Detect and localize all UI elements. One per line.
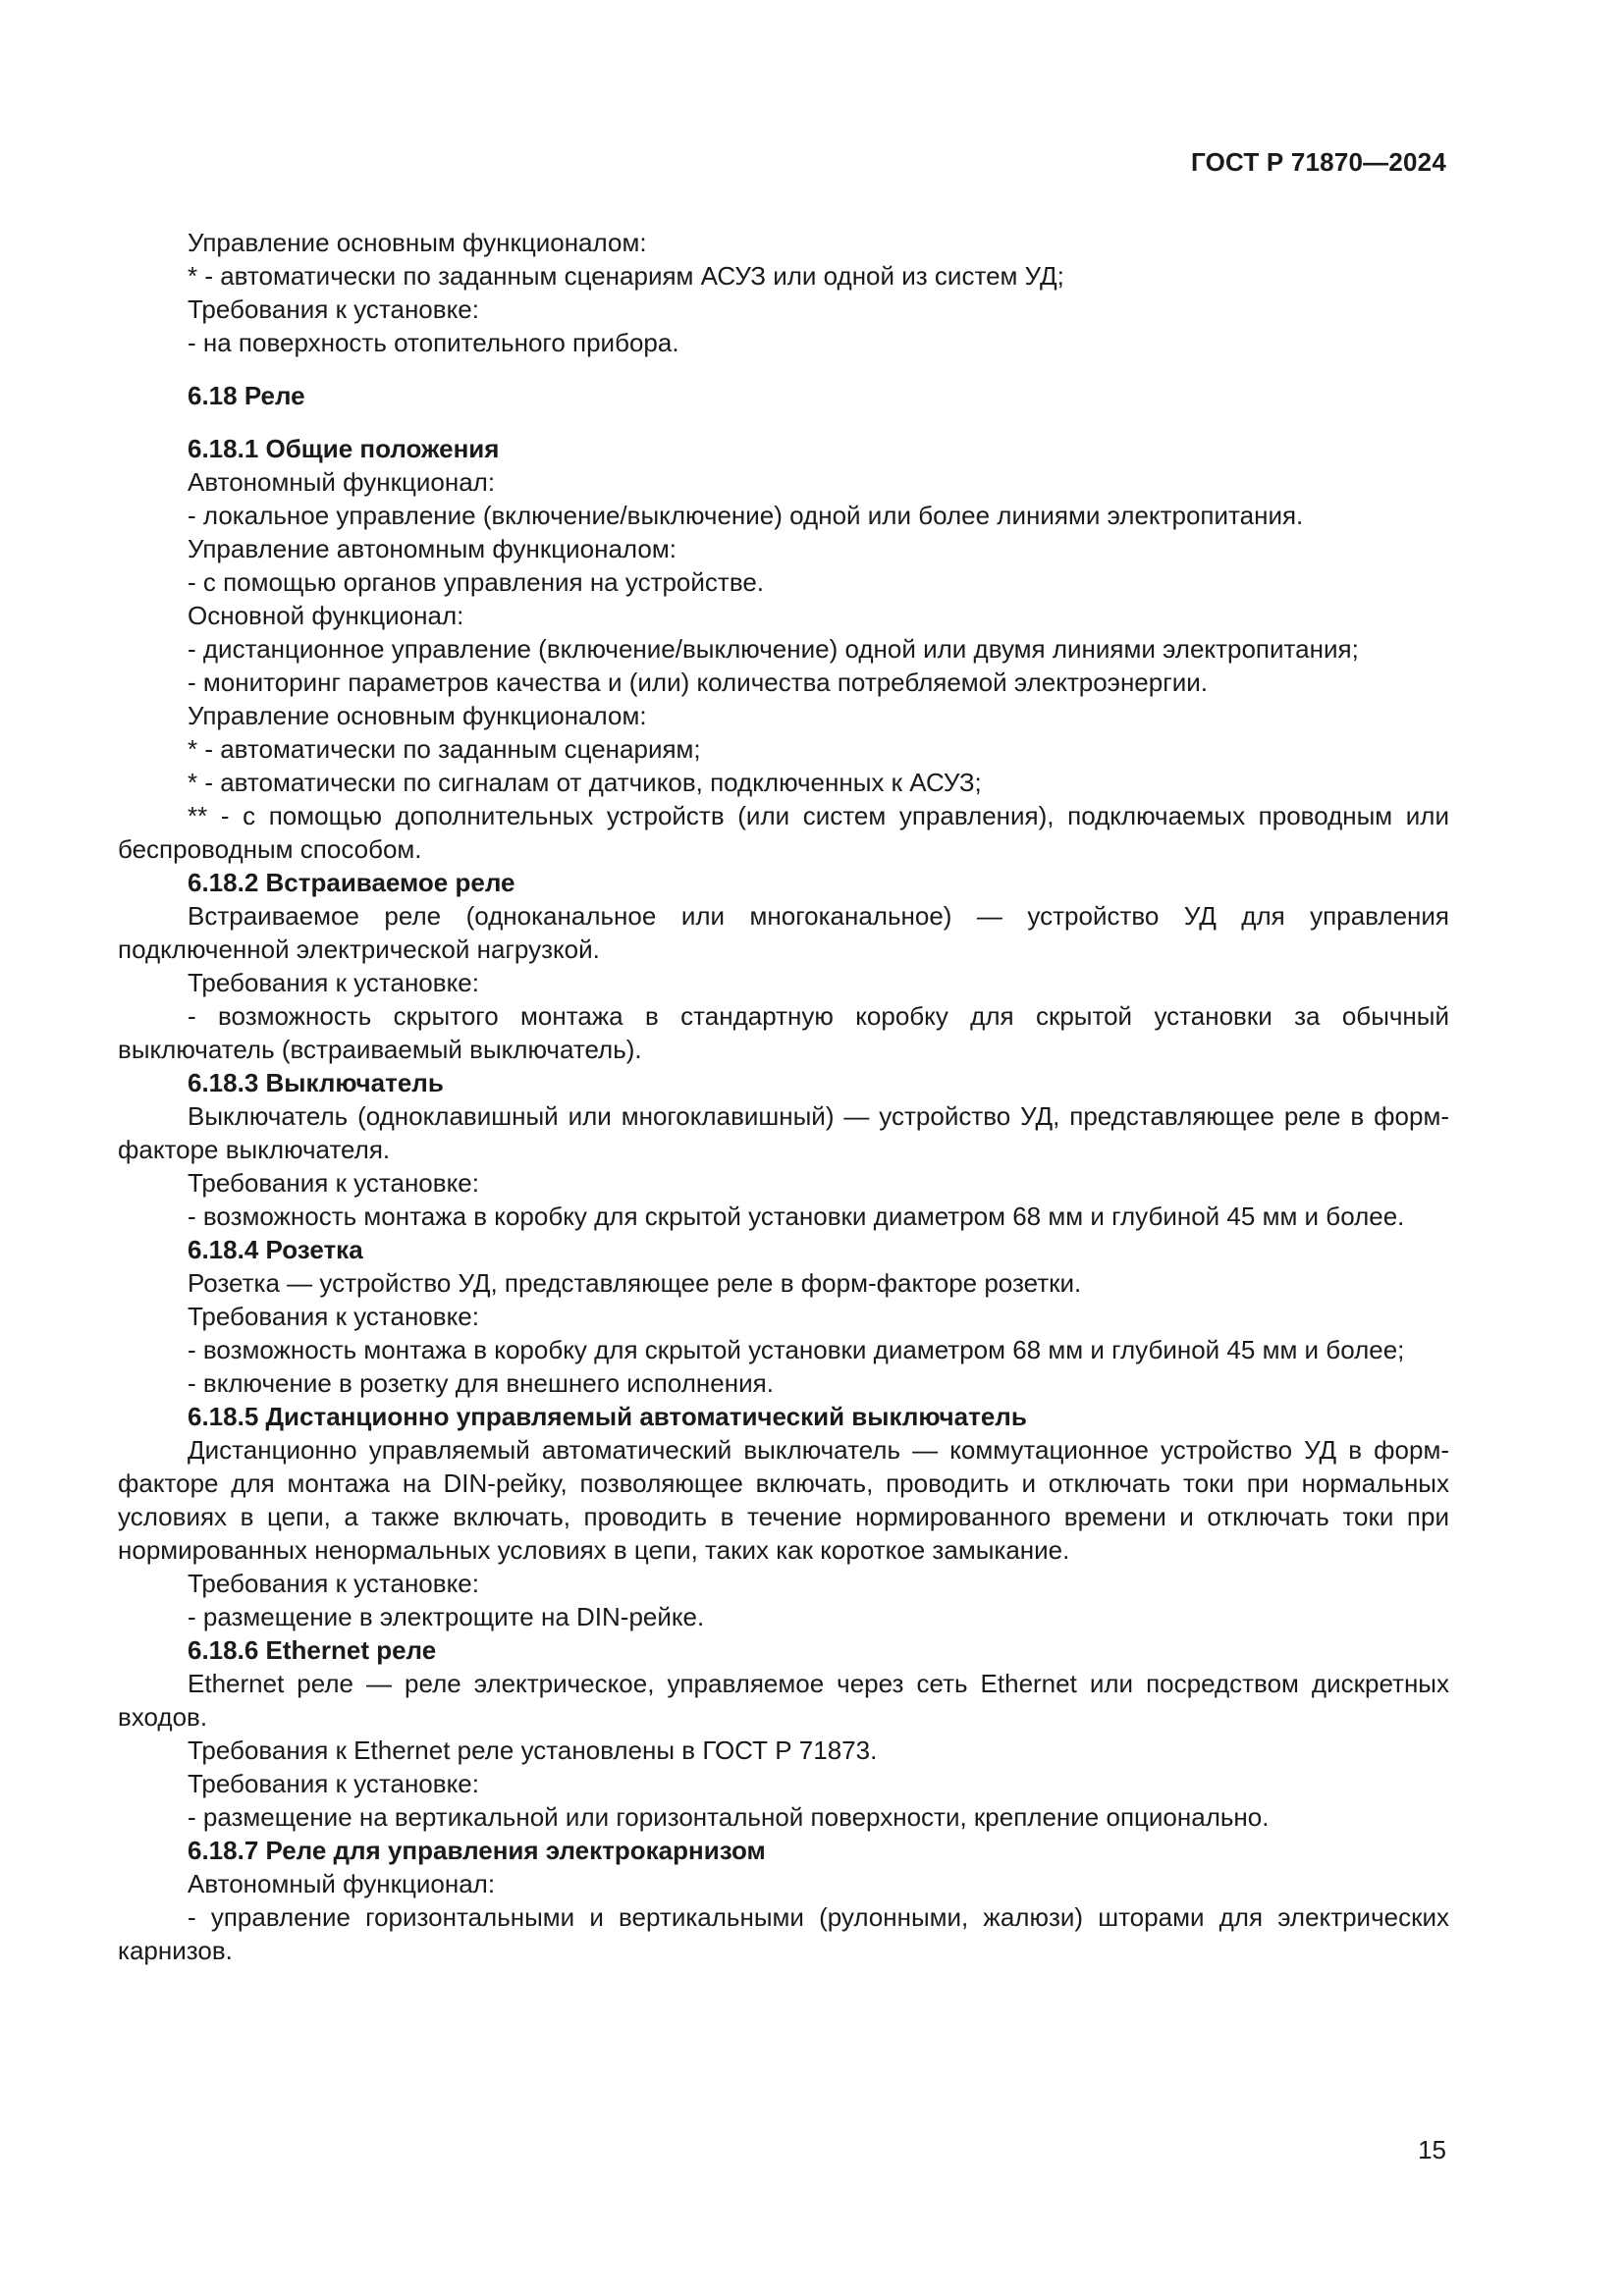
paragraph: Встраиваемое реле (одноканальное или многоканальное) — устройство УД для управления подключенной электрической нагрузкой. (118, 901, 1449, 964)
paragraph: - дистанционное управление (включение/выключение) одной или двумя линиями электропитания; (188, 634, 1359, 664)
paragraph: - с помощью органов управления на устройстве. (188, 567, 765, 597)
paragraph: - размещение в электрощите на DIN-рейке. (188, 1602, 705, 1631)
paragraph: - возможность монтажа в коробку для скрытой установки диаметром 68 мм и глубиной 45 мм и более; (188, 1335, 1405, 1364)
paragraph: Выключатель (одноклавишный или многоклавишный) — устройство УД, представляющее реле в форм-факторе выключателя. (118, 1101, 1449, 1164)
paragraph: - включение в розетку для внешнего исполнения. (188, 1368, 774, 1398)
subsection-heading-6-18-4: 6.18.4 Розетка (188, 1235, 363, 1264)
page-number: 15 (1418, 2135, 1446, 2164)
intro-line: Требования к установке: (188, 294, 479, 324)
paragraph: Управление автономным функционалом: (188, 534, 677, 563)
paragraph: - мониторинг параметров качества и (или) количества потребляемой электроэнергии. (188, 667, 1208, 697)
paragraph: Требования к установке: (188, 1168, 479, 1198)
subsection-heading-6-18-1: 6.18.1 Общие положения (188, 434, 500, 463)
subsection-heading-6-18-7: 6.18.7 Реле для управления электрокарнизом (188, 1836, 766, 1865)
paragraph: Розетка — устройство УД, представляющее реле в форм-факторе розетки. (188, 1268, 1082, 1298)
subsection-heading-6-18-2: 6.18.2 Встраиваемое реле (188, 868, 515, 897)
intro-line: Управление основным функционалом: (188, 228, 647, 257)
paragraph: - возможность монтажа в коробку для скрытой установки диаметром 68 мм и глубиной 45 мм и более. (188, 1201, 1405, 1231)
paragraph: Управление основным функционалом: (188, 701, 647, 730)
paragraph: - размещение на вертикальной или горизонтальной поверхности, крепление опционально. (188, 1802, 1270, 1832)
paragraph: - локальное управление (включение/выключение) одной или более линиями электропитания. (188, 501, 1304, 530)
paragraph: Требования к установке: (188, 1302, 479, 1331)
paragraph: - возможность скрытого монтажа в стандартную коробку для скрытой установки за обычный выключатель (встраиваемый выключатель). (118, 1001, 1449, 1064)
paragraph: * - автоматически по заданным сценариям; (188, 734, 701, 764)
paragraph: Основной функционал: (188, 601, 464, 630)
paragraph: Требования к установке: (188, 1569, 479, 1598)
paragraph: Требования к Ethernet реле установлены в ГОСТ Р 71873. (188, 1735, 878, 1765)
subsection-heading-6-18-5: 6.18.5 Дистанционно управляемый автоматический выключатель (188, 1402, 1027, 1431)
paragraph: ** - с помощью дополнительных устройств (или систем управления), подключаемых проводным или беспроводным способом. (118, 801, 1449, 864)
paragraph: Дистанционно управляемый автоматический выключатель — коммутационное устройство УД в форм-факторе для монтажа на DIN-рейку, позволяющее включать, проводить и отключать токи при нормальных условиях в цепи, а также включать, проводить в течение нормированного времени и отключать токи при нормированных ненормальных условиях в цепи, таких как короткое замыкание. (118, 1435, 1449, 1565)
paragraph: * - автоматически по сигналам от датчиков, подключенных к АСУЗ; (188, 768, 982, 797)
subsection-heading-6-18-3: 6.18.3 Выключатель (188, 1068, 444, 1097)
intro-line: - на поверхность отопительного прибора. (188, 328, 679, 357)
paragraph: Автономный функционал: (188, 1869, 496, 1898)
paragraph: - управление горизонтальными и вертикальными (рулонными, жалюзи) шторами для электрических карнизов. (118, 1902, 1449, 1965)
paragraph: Требования к установке: (188, 968, 479, 997)
paragraph: Ethernet реле — реле электрическое, управляемое через сеть Ethernet или посредством дискретных входов. (118, 1669, 1449, 1732)
paragraph: Требования к установке: (188, 1769, 479, 1798)
section-heading-6-18: 6.18 Реле (188, 381, 305, 410)
subsection-heading-6-18-6: 6.18.6 Ethernet реле (188, 1635, 437, 1665)
paragraph: Автономный функционал: (188, 467, 496, 497)
document-header-id: ГОСТ Р 71870—2024 (1191, 147, 1446, 177)
intro-line: * - автоматически по заданным сценариям АСУЗ или одной из систем УД; (188, 261, 1064, 291)
document-body (118, 226, 1449, 1967)
